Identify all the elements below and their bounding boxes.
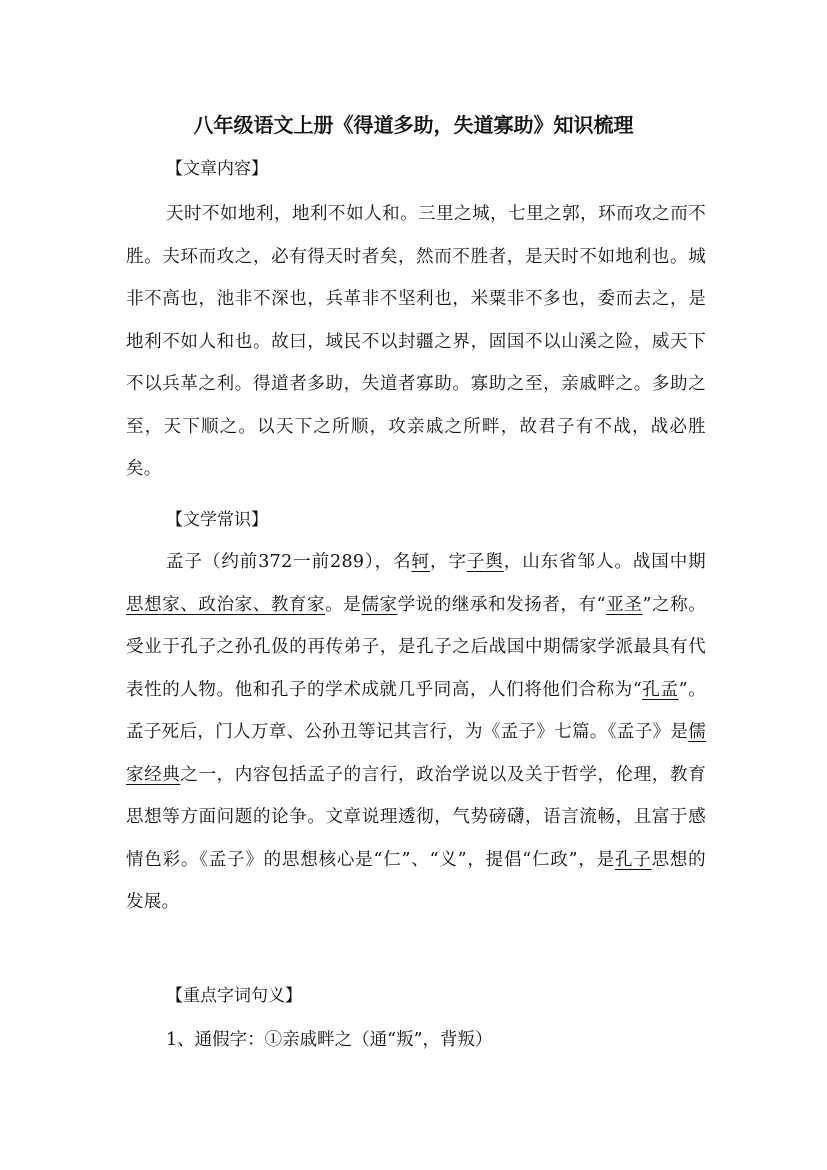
underlined-term: 儒家 [361,594,398,615]
section-heading-content: 【文章内容】 [166,159,268,179]
document-title: 八年级语文上册《得道多助，失道寡助》知识梳理 [193,113,634,137]
keyword-item: 1、通假字：①亲戚畔之（通“叛”，背叛） [166,1030,493,1050]
underlined-term: 儒家经典 [126,722,706,785]
underlined-term: 轲 [411,552,430,572]
underlined-term: 孔子 [614,849,652,870]
literature-paragraph: 孟子（约前372一前289），名轲，字子舆，山东省邹人。战国中期思想家、政治家、教育家。是儒家学说的继承和发扬者，有“亚圣”之称。受业于孔子之孙孔伋的再传弟子，是孔子之后战国中期儒家学派最具有代表性的人物。他和孔子的学术成就几乎同高，人们将他们合称为“孔孟”。孟子死后，门人万章、公孙丑等记其言行，为《孟子》七篇。《孟子》是儒家经典之一，内容包括孟子的言行，政治学说以及关于哲学，伦理，教育思想等方面问题的论争。文章说理透彻，气势磅礴，语言流畅，且富于感情色彩。《孟子》的思想核心是“仁”、“义”，提倡“仁政”，是孔子思想的发展。 [126,552,707,912]
underlined-term: 亚圣 [605,594,643,615]
section-heading-literature: 【文学常识】 [166,510,268,530]
underlined-term: 孔孟 [642,679,679,700]
section-heading-keywords: 【重点字词句义】 [166,986,302,1006]
underlined-term: 思想家、政治家、教育家 [126,594,326,615]
content-paragraph: 天时不如地利，地利不如人和。三里之城，七里之郭，环而攻之而不胜。夫环而攻之，必有得天时者矣，然而不胜者，是天时不如地利也。城非不高也，池非不深也，兵革非不坚利也，米粟非不多也，委而去之，是地利不如人和也。故曰，域民不以封疆之界，固国不以山溪之险，威天下不以兵革之利。得道者多助，失道者寡助。寡助之至，亲戚畔之。多助之至，天下顺之。以天下之所顺，攻亲戚之所畔，故君子有不战，战必胜矣。 [126,204,706,479]
underlined-term: 子舆 [466,552,504,572]
